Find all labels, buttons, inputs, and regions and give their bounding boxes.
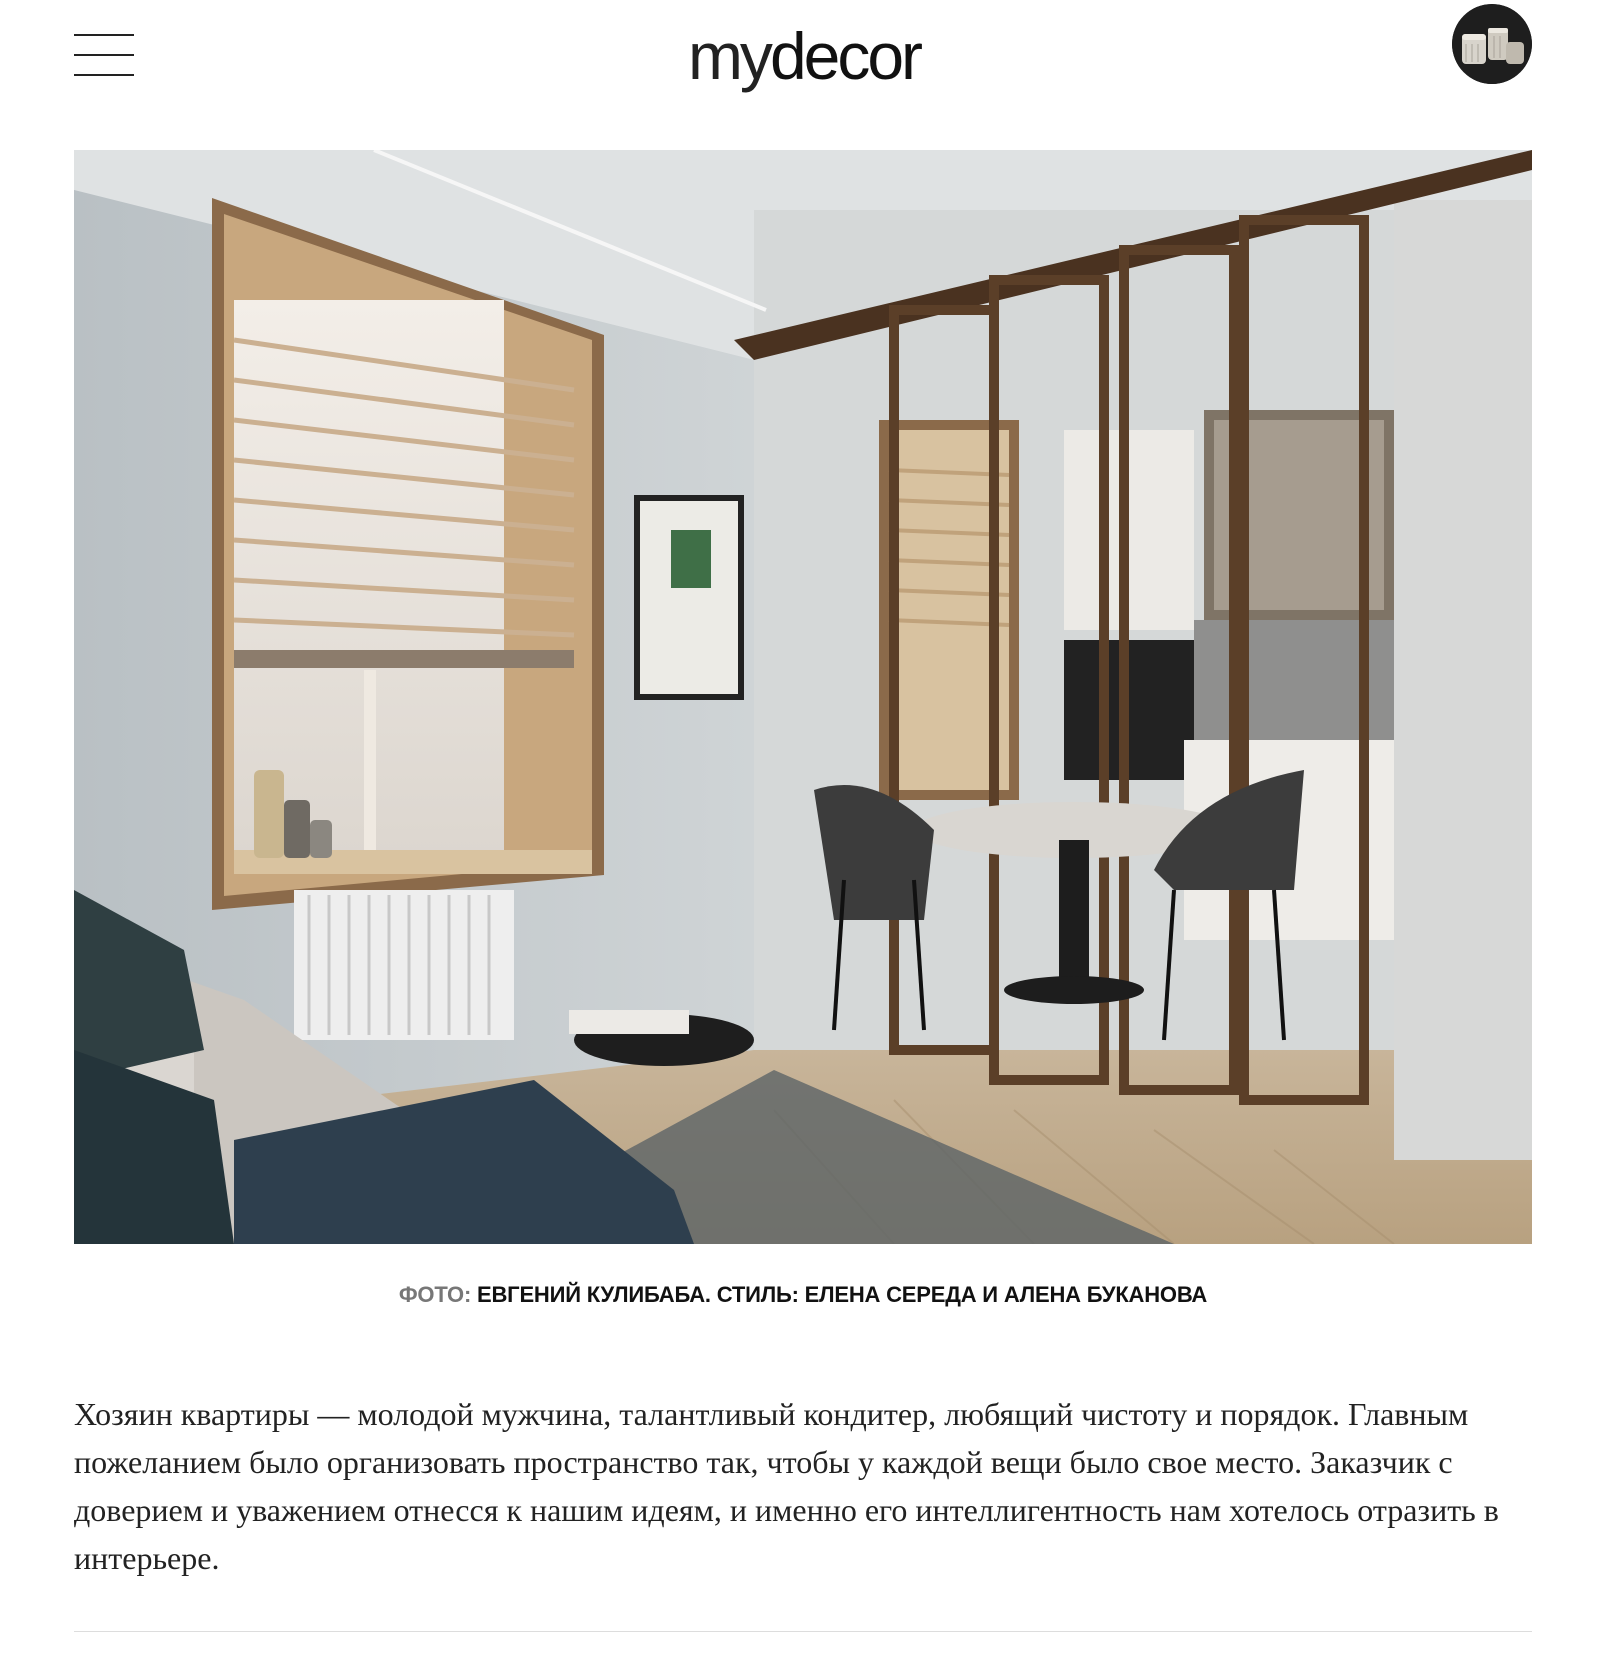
article-paragraph: Хозяин квартиры — молодой мужчина, талантливый кондитер, любящий чистоту и порядок. Главным пожеланием было организовать пространство так, чтобы у каждой вещи было свое место. Заказчик с доверием и уважением отнесся к нашим идеям, и именно его интеллигентность нам хотелось отразить в интерьере. xyxy=(74,1396,1499,1576)
avatar-ceramics-image xyxy=(1452,4,1532,84)
logo-part-my: my xyxy=(687,19,770,93)
section-divider xyxy=(74,1631,1532,1632)
interior-photo xyxy=(74,150,1532,1244)
logo-part-decor: decor xyxy=(769,19,921,93)
caption-credits: ЕВГЕНИЙ КУЛИБАБА. СТИЛЬ: ЕЛЕНА СЕРЕДА И АЛЕНА БУКАНОВА xyxy=(471,1282,1208,1307)
photo-caption xyxy=(74,1282,1532,1308)
site-logo[interactable] xyxy=(0,16,1608,96)
user-avatar-icon[interactable] xyxy=(1452,4,1532,84)
site-header xyxy=(0,0,1608,120)
hero-image xyxy=(74,150,1532,1244)
caption-label: ФОТО: xyxy=(398,1282,472,1307)
